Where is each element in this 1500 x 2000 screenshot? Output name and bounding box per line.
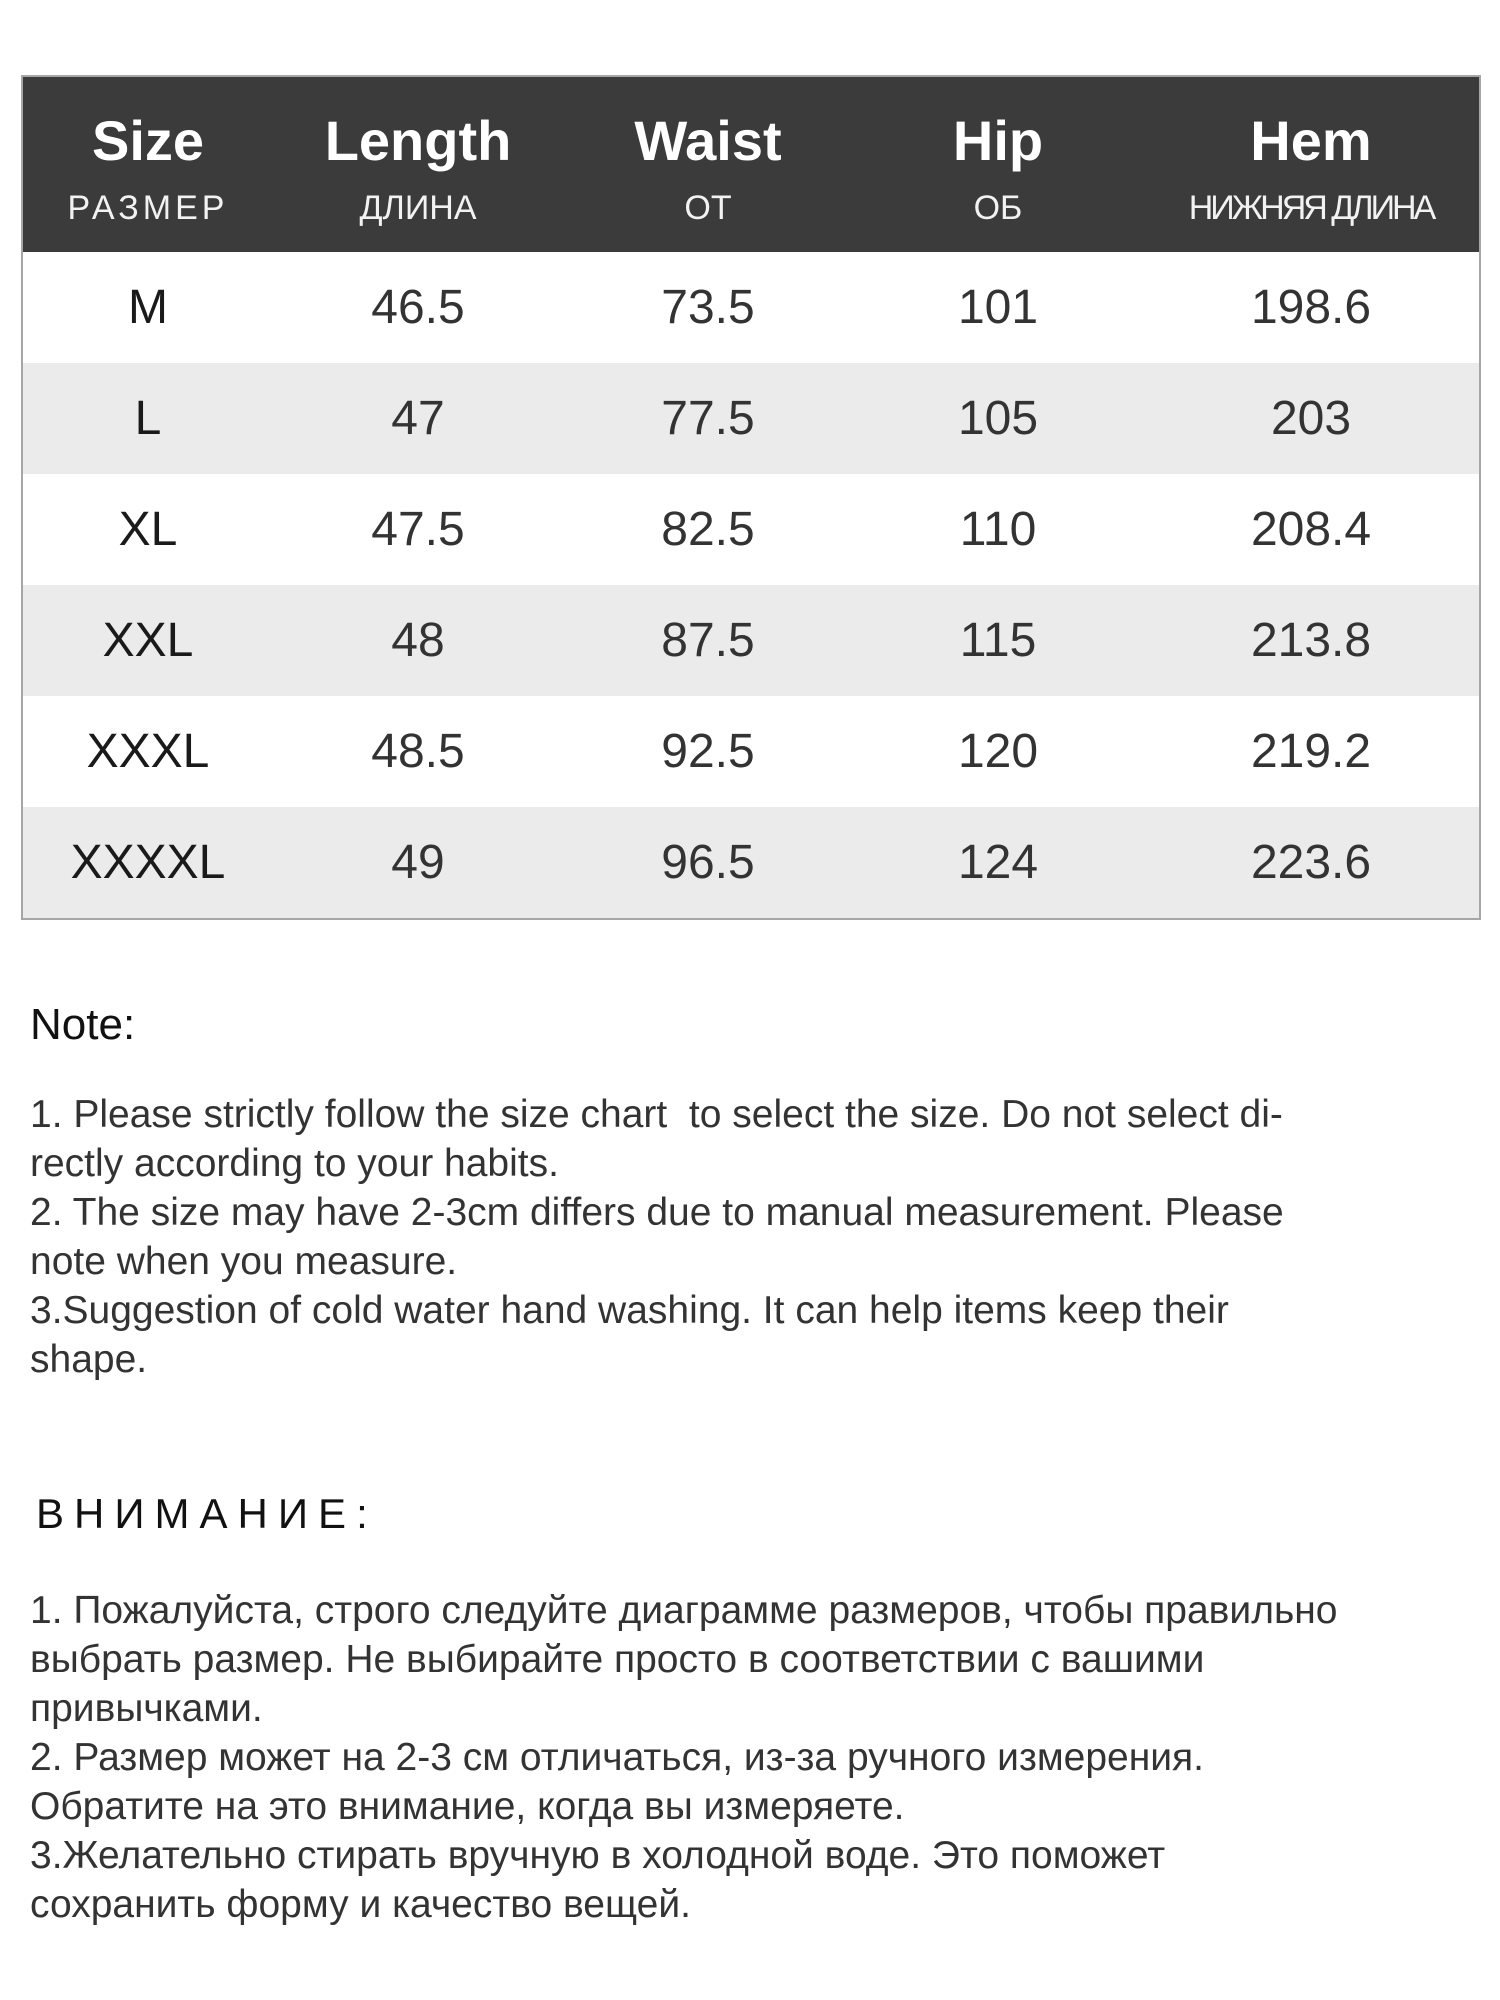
header-size-en: Size <box>91 108 205 172</box>
waist-cell: 87.5 <box>661 614 755 667</box>
length-cell: 47 <box>391 392 445 445</box>
header-size <box>23 77 273 252</box>
hip-cell: 105 <box>957 392 1039 445</box>
size-cell: M <box>128 281 168 334</box>
hem-cell: 213.8 <box>1250 614 1372 667</box>
size-cell: L <box>134 392 162 445</box>
header-length-en: Length <box>324 108 512 172</box>
header-waist-en: Waist <box>634 108 782 172</box>
table-row <box>23 585 1479 696</box>
header-hem-ru: НИЖНЯЯ ДЛИНА <box>1188 188 1434 227</box>
hem-cell: 198.6 <box>1250 281 1372 334</box>
hip-cell: 115 <box>959 614 1037 667</box>
table-header <box>23 77 1479 252</box>
waist-cell: 92.5 <box>661 725 755 778</box>
size-cell: XXXXL <box>70 836 226 889</box>
length-cell: 49 <box>391 836 445 889</box>
header-length <box>273 77 563 252</box>
hip-cell: 101 <box>957 281 1039 334</box>
header-length-ru: ДЛИНА <box>359 188 477 227</box>
hip-cell: 124 <box>957 836 1039 889</box>
waist-cell: 77.5 <box>661 392 755 445</box>
note-text: 1. Please strictly follow the size chart to select the size. Do not select di- rectly according to your habits. 2. The size may have 2-3cm differs due to manual measurement. Please note when you measure. 3.Suggestion of cold water hand washing. It can help items keep their shape. <box>30 1093 1284 1381</box>
header-waist-ru: ОТ <box>684 188 732 227</box>
waist-cell: 73.5 <box>661 281 755 334</box>
hip-cell: 120 <box>957 725 1039 778</box>
table-row <box>23 807 1479 918</box>
header-hip-ru: ОБ <box>973 188 1023 227</box>
hip-cell: 110 <box>959 503 1037 556</box>
header-waist <box>563 77 853 252</box>
size-cell: XL <box>118 503 178 556</box>
waist-cell: 96.5 <box>661 836 755 889</box>
table-row <box>23 363 1479 474</box>
size-cell: XXL <box>102 614 194 667</box>
hem-cell: 203 <box>1270 392 1352 445</box>
russian-notes <box>30 1490 1470 1929</box>
hem-cell: 223.6 <box>1250 836 1372 889</box>
header-hip <box>853 77 1143 252</box>
english-notes <box>30 1000 1470 1384</box>
table-row <box>23 474 1479 585</box>
waist-cell: 82.5 <box>661 503 755 556</box>
hem-cell: 219.2 <box>1250 725 1372 778</box>
size-chart-table <box>21 75 1481 920</box>
russian-note-title: ВНИМАНИЕ: <box>36 1490 378 1537</box>
length-cell: 47.5 <box>371 503 465 556</box>
length-cell: 48.5 <box>371 725 465 778</box>
table-row <box>23 696 1479 807</box>
table-row <box>23 252 1479 363</box>
russian-note-text: 1. Пожалуйста, строго следуйте диаграмме размеров, чтобы правильно выбрать размер. Не выбирайте просто в соответствии с вашими привычками. 2. Размер может на 2-3 см отличаться, из-за ручного измерения. Обратите на это внимание, когда вы измеряете. 3.Желательно стирать вручную в холодной воде. Это поможет сохранить форму и качество вещей. <box>30 1589 1338 1926</box>
header-hip-en: Hip <box>952 108 1044 172</box>
length-cell: 46.5 <box>371 281 465 334</box>
header-size-ru: РАЗМЕР <box>67 188 229 227</box>
header-hem-en: Hem <box>1250 108 1372 172</box>
note-title: Note: <box>30 1000 136 1049</box>
hem-cell: 208.4 <box>1250 503 1372 556</box>
size-cell: XXXL <box>86 725 210 778</box>
length-cell: 48 <box>391 614 445 667</box>
header-hem <box>1143 77 1479 252</box>
